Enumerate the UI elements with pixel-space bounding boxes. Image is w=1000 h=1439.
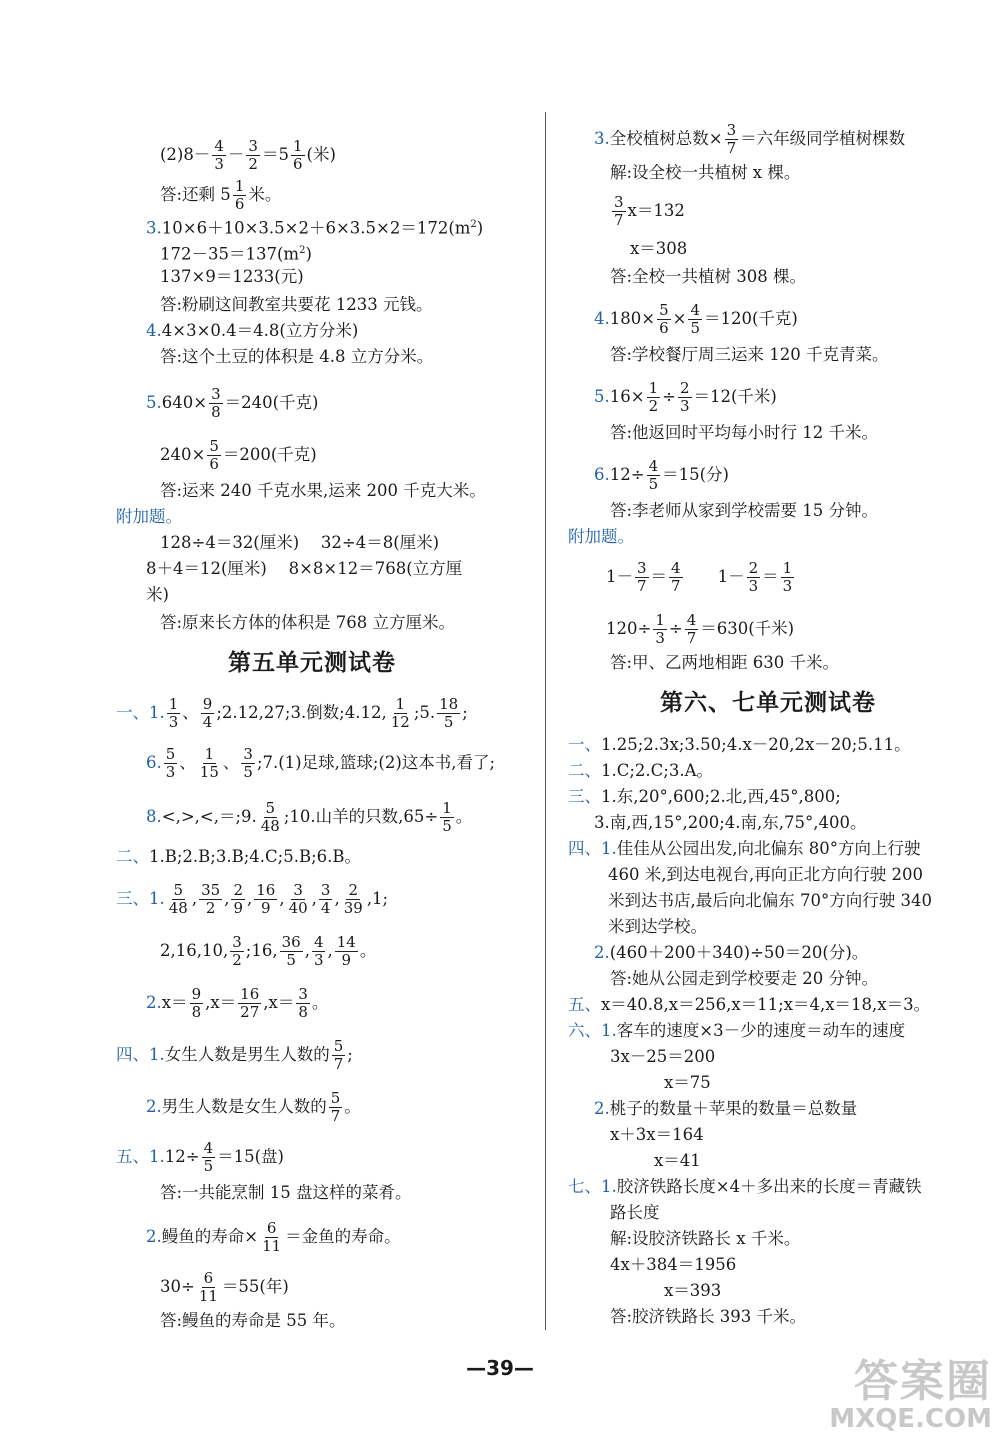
answer-line: 答:他返回时平均每小时行 12 千米。 — [610, 423, 879, 442]
column-divider — [545, 112, 546, 1330]
answer-line: 答:一共能烹制 15 盘这样的菜肴。 — [160, 1183, 412, 1202]
answer-line: 2.x＝ $\frac{9}{8}$ ,x＝ $\frac{16}{27}$ ,x＝ $\frac{3}{8}$ 。 — [146, 985, 329, 1021]
answer-line: 三、1.东,20°,600;2.北,西,45°,800; — [568, 787, 841, 806]
answer-line: 六、1.客车的速度×3－少的速度＝动车的速度 — [568, 1021, 906, 1040]
answer-line: 4.4×3×0.4＝4.8(立方分米) — [146, 321, 359, 340]
answer-line: 460 米,到达电视台,再向正北方向行驶 200 — [608, 865, 923, 884]
answer-line: 5.16× $\frac{1}{2}$ ÷ $\frac{2}{3}$ ＝12(千米) — [594, 379, 777, 415]
answer-line: 137×9＝1233(元) — [160, 267, 304, 286]
answer-line: 8.<,>,<,＝;9. $\frac{5}{48}$ ;10.山羊的只数,65÷ $\frac{1}{5}$ 。 — [146, 799, 473, 835]
page-number: —39— — [466, 1356, 534, 1380]
answer-line: 240× $\frac{5}{6}$ ＝200(千克) — [160, 437, 317, 473]
answer-line: 答:甲、乙两地相距 630 千米。 — [610, 653, 840, 672]
answer-line: 答:学校餐厅周三运来 120 千克青菜。 — [610, 345, 889, 364]
answer-line: 解:设全校一共植树 x 棵。 — [610, 163, 801, 182]
answer-line: 四、1.佳佳从公园出发,向北偏东 80°方向上行驶 — [568, 839, 921, 858]
answer-line: 答:她从公园走到学校要走 20 分钟。 — [610, 969, 879, 988]
answer-line: 四、1.女生人数是男生人数的 $\frac{5}{7}$ ; — [116, 1037, 353, 1073]
answer-line: 128÷4＝32(厘米) 32÷4＝8(厘米) — [160, 533, 440, 552]
answer-line: x＝75 — [664, 1073, 711, 1092]
answer-line: 二、1.B;2.B;3.B;4.C;5.B;6.B。 — [116, 847, 362, 866]
section-heading: 第六、七单元测试卷 — [660, 690, 876, 716]
answer-line: 五、x＝40.8,x＝256,x＝11;x＝4,x＝18,x＝3。 — [568, 995, 931, 1014]
answer-line: 3x－25＝200 — [610, 1047, 716, 1066]
answer-line: 一、1. $\frac{1}{3}$ 、 $\frac{9}{4}$ ;2.12,27;3.倒数;4.12, $\frac{1}{12}$ ;5. $\frac{18}{5}$ ; — [116, 695, 468, 731]
answer-line: 2.(460＋200＋340)÷50＝20(分)。 — [594, 943, 869, 962]
answer-line: 五、1.12÷ $\frac{4}{5}$ ＝15(盘) — [116, 1139, 284, 1175]
answer-line: 二、1.C;2.C;3.A。 — [568, 761, 714, 780]
answer-line: 解:设胶济铁路长 x 千米。 — [610, 1229, 801, 1248]
answer-line: 三、1. $\frac{5}{48}$ , $\frac{35}{2}$ , $\frac{2}{9}$ , $\frac{16}{9}$ , $\frac{3}{40}$ , $\frac{3}{4}$ , $\frac{2}{39}$ ,1; — [116, 881, 389, 917]
answer-line: x＝308 — [630, 239, 688, 258]
answer-line: 米到达学校。 — [608, 917, 707, 936]
answer-line: 2.桃子的数量＋苹果的数量＝总数量 — [594, 1099, 858, 1118]
answer-line: 6.12÷ $\frac{4}{5}$ ＝15(分) — [594, 457, 729, 493]
answer-line: 3.南,西,15°,200;4.南,东,75°,400。 — [594, 813, 867, 832]
watermark-logo-text: 答案圈 — [854, 1356, 992, 1407]
answer-line: x＋3x＝164 — [610, 1125, 704, 1144]
answer-line: 答:粉刷这间教室共要花 1233 元钱。 — [160, 295, 433, 314]
answer-line: x＝41 — [654, 1151, 701, 1170]
answer-line: 2.男生人数是女生人数的 $\frac{5}{7}$ 。 — [146, 1089, 361, 1125]
answer-line: 2.鳗鱼的寿命× $\frac{6}{11}$ ＝金鱼的寿命。 — [146, 1219, 401, 1255]
answer-line: 答:这个土豆的体积是 4.8 立方分米。 — [160, 347, 434, 366]
answer-line: 答:全校一共植树 308 棵。 — [610, 267, 807, 286]
watermark-url: MXQE.COM — [829, 1404, 992, 1434]
answer-line: 4.180× $\frac{5}{6}$ × $\frac{4}{5}$ ＝120(千克) — [594, 301, 798, 337]
section-heading: 第五单元测试卷 — [228, 650, 396, 676]
section-label: 附加题。 — [568, 527, 634, 546]
answer-line: 一、1.25;2.3x;3.50;4.x－20,2x－20;5.11。 — [568, 735, 911, 754]
answer-line: $\frac{3}{7}$ x＝132 — [614, 193, 685, 229]
answer-line: 30÷ $\frac{6}{11}$ ＝55(年) — [160, 1269, 289, 1305]
answer-line: 8＋4＝12(厘米) 8×8×12＝768(立方厘 — [146, 559, 463, 578]
section-label: 附加题。 — [116, 507, 182, 526]
answer-line: 1－ $\frac{3}{7}$ ＝ $\frac{4}{7}$ 1－ $\frac{2}{3}$ ＝ $\frac{1}{3}$ — [606, 559, 793, 595]
answer-line: 米) — [146, 585, 169, 604]
answer-line: 七、1.胶济铁路长度×4＋多出来的长度＝青藏铁 — [568, 1177, 922, 1196]
answer-line: 6. $\frac{5}{3}$ 、 $\frac{1}{15}$ 、 $\frac{3}{5}$ ;7.(1)足球,篮球;(2)这本书,看了; — [146, 745, 496, 781]
answer-line: 答:李老师从家到学校需要 15 分钟。 — [610, 501, 879, 520]
answer-line: 120÷ $\frac{1}{3}$ ÷ $\frac{4}{7}$ ＝630(千米) — [606, 611, 795, 647]
watermark — [829, 1356, 992, 1434]
answer-line: 4x＋384＝1956 — [610, 1255, 737, 1274]
answer-line: 答:运来 240 千克水果,运来 200 千克大米。 — [160, 481, 486, 500]
answer-line: 米到达书店,最后向北偏东 70°方向行驶 340 — [608, 891, 932, 910]
answer-line: x＝393 — [664, 1281, 722, 1300]
answer-line: (2)8－ $\frac{4}{3}$ － $\frac{3}{2}$ ＝5 $\frac{1}{6}$ (米) — [160, 137, 336, 173]
answer-line: 路长度 — [610, 1203, 660, 1222]
answer-line: 5.640× $\frac{3}{8}$ ＝240(千克) — [146, 385, 319, 421]
answer-line: 2,16,10, $\frac{3}{2}$ ;16, $\frac{36}{5}$ , $\frac{4}{3}$ , $\frac{14}{9}$ 。 — [160, 933, 377, 969]
answer-line: $172-35=137(m^2)$ — [160, 244, 312, 264]
answer-line: $3.10\times 6+10\times 3.5\times 2+6\times 3.5\times 2=172(m^2)$ — [146, 218, 484, 238]
answer-line: 3.全校植树总数× $\frac{3}{7}$ ＝六年级同学植树棵数 — [594, 121, 906, 157]
answer-line: 答:还剩 5 $\frac{1}{6}$ 米。 — [160, 177, 282, 213]
answer-line: 答:原来长方体的体积是 768 立方厘米。 — [160, 613, 456, 632]
answer-line: 答:胶济铁路长 393 千米。 — [610, 1307, 807, 1326]
answer-line: 答:鳗鱼的寿命是 55 年。 — [160, 1311, 346, 1330]
